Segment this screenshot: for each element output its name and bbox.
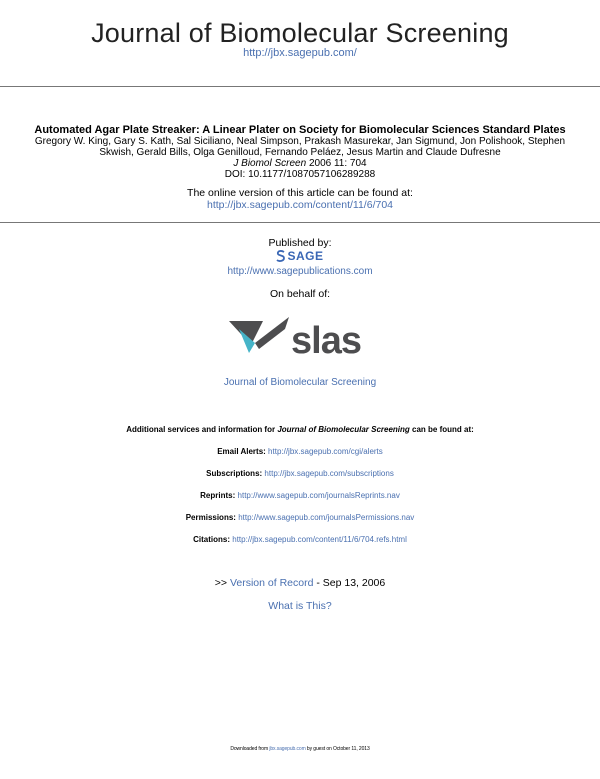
what-is-this-row bbox=[0, 600, 600, 612]
version-of-record-link[interactable]: Version of Record bbox=[229, 577, 314, 589]
service-label: Citations: bbox=[193, 535, 231, 544]
journal-link[interactable]: Journal of Biomolecular Screening bbox=[223, 377, 377, 388]
sage-url-link[interactable]: http://www.sagepublications.com bbox=[227, 266, 373, 277]
download-footer bbox=[0, 746, 600, 752]
footer-prefix: Downloaded from bbox=[230, 746, 270, 752]
authors bbox=[10, 136, 590, 158]
service-link-permissions[interactable]: http://www.sagepub.com/journalsPermissions.nav bbox=[238, 513, 415, 522]
sage-logo-text: SAGE bbox=[287, 249, 324, 263]
citation-journal: J Biomol Screen bbox=[233, 158, 307, 169]
slas-logo-text: slas bbox=[291, 320, 361, 361]
service-link-citations[interactable]: http://jbx.sagepub.com/content/11/6/704.refs.html bbox=[232, 535, 407, 544]
service-row-email-alerts bbox=[0, 447, 600, 456]
service-row-citations bbox=[0, 535, 600, 544]
service-link-subscriptions[interactable]: http://jbx.sagepub.com/subscriptions bbox=[264, 469, 394, 478]
footer-suffix: by guest on October 11, 2013 bbox=[305, 746, 370, 752]
service-label: Subscriptions: bbox=[206, 469, 263, 478]
service-link-email-alerts[interactable]: http://jbx.sagepub.com/cgi/alerts bbox=[268, 447, 383, 456]
citation-volume: 2006 11: 704 bbox=[306, 158, 367, 169]
service-row-subscriptions bbox=[0, 469, 600, 478]
online-url-row bbox=[0, 199, 600, 211]
service-label: Email Alerts: bbox=[217, 447, 266, 456]
slas-logo-graphic bbox=[225, 313, 375, 361]
doi: DOI: 10.1177/1087057106289288 bbox=[224, 169, 376, 180]
journal-link-row bbox=[0, 377, 600, 388]
sage-url-row bbox=[0, 266, 600, 277]
service-row-reprints bbox=[0, 491, 600, 500]
record-date: - Sep 13, 2006 bbox=[313, 577, 386, 589]
journal-url-link[interactable]: http://jbx.sagepub.com/ bbox=[243, 47, 357, 59]
service-row-permissions bbox=[0, 513, 600, 522]
authors-line-1: Gregory W. King, Gary S. Kath, Sal Siciliano, Neal Simpson, Prakash Masurekar, Jan Sigmund, Jon Polishook, Stephen bbox=[34, 136, 566, 147]
slas-logo bbox=[0, 313, 600, 361]
services-heading-journal: Journal of Biomolecular Screening bbox=[277, 425, 410, 434]
sage-emblem-icon bbox=[276, 250, 286, 262]
online-notice: The online version of this article can be found at: bbox=[187, 187, 413, 199]
divider-middle bbox=[0, 222, 600, 223]
journal-url-row bbox=[0, 47, 600, 59]
divider-top bbox=[0, 86, 600, 87]
sage-logo[interactable] bbox=[0, 249, 600, 263]
services-heading bbox=[0, 425, 600, 434]
service-label: Reprints: bbox=[200, 491, 236, 500]
journal-title: Journal of Biomolecular Screening bbox=[91, 18, 509, 48]
service-link-reprints[interactable]: http://www.sagepub.com/journalsReprints.nav bbox=[237, 491, 400, 500]
footer-link[interactable]: jbx.sagepub.com bbox=[269, 746, 306, 752]
citation bbox=[0, 158, 600, 169]
authors-line-2: Skwish, Gerald Bills, Olga Genilloud, Fernando Peláez, Jesus Martin and Claude Dufresne bbox=[99, 147, 501, 158]
published-by-label: Published by: bbox=[268, 237, 332, 249]
online-url-link[interactable]: http://jbx.sagepub.com/content/11/6/704 bbox=[206, 199, 394, 211]
article-title: Automated Agar Plate Streaker: A Linear Plater on Society for Biomolecular Sciences Standard Plates bbox=[34, 124, 566, 136]
service-label: Permissions: bbox=[185, 513, 236, 522]
on-behalf-label: On behalf of: bbox=[269, 288, 331, 300]
what-is-this-link[interactable]: What is This? bbox=[268, 600, 332, 612]
services-heading-prefix: Additional services and information for bbox=[126, 425, 278, 434]
services-heading-suffix: can be found at: bbox=[409, 425, 474, 434]
record-prefix: >> bbox=[214, 577, 230, 589]
version-of-record-line bbox=[0, 577, 600, 589]
